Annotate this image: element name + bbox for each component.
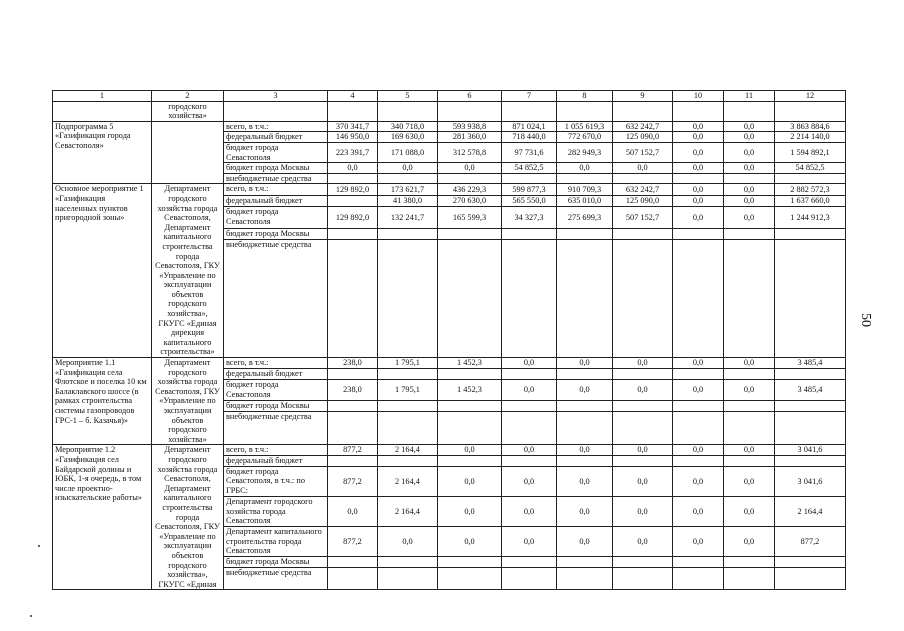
value-cell [378,369,438,380]
value-cell: 0,0 [557,163,613,174]
executor-cell: Департамент городского хозяйства города Севастополя, Департамент капитального строительства города Севастополя, ГКУ «Управление по эксплуатации объектов городского хозяйства», ГКУГС «Единая [152,445,224,590]
measure-title: Мероприятие 1.1 «Газификация села Флотское и поселка 10 км Балаклавского шоссе (в рамках строительства системы газопроводов ГРС-1 – б. Казачья)» [53,358,152,445]
value-cell: 507 152,7 [613,207,673,229]
funding-source: федеральный бюджет [224,456,328,467]
header-cell: 10 [673,91,724,102]
value-cell: 3 041,6 [775,466,846,496]
value-cell: 0,0 [724,496,775,526]
value-cell: 1 452,3 [438,380,502,401]
value-cell: 238,0 [328,380,378,401]
value-cell: 340 718,0 [378,121,438,132]
funding-source: всего, в т.ч.: [224,121,328,132]
executor-cell: Департамент городского хозяйства города Севастополя, Департамент капитального строительства города Севастополя, ГКУ «Управление по эксплуатации объектов городского хозяйства», ГКУГС «Единая дирекция капитального строительства» [152,184,224,358]
funding-source: бюджет города Москвы [224,163,328,174]
value-cell: 125 090,0 [613,195,673,206]
value-cell [673,456,724,467]
value-cell: 1 055 619,3 [557,121,613,132]
table-row [53,184,846,195]
funding-source: внебюджетные средства [224,567,328,589]
value-cell [328,401,378,412]
value-cell: 0,0 [613,496,673,526]
value-cell: 0,0 [328,496,378,526]
empty-cell [724,101,775,121]
value-cell [613,401,673,412]
value-cell: 593 938,8 [438,121,502,132]
value-cell: 0,0 [673,527,724,557]
funding-source: бюджет города Москвы [224,401,328,412]
value-cell [438,557,502,568]
funding-source: бюджет города Севастополя, в т.ч.: по ГРБС: [224,466,328,496]
value-cell: 599 877,3 [502,184,557,195]
value-cell: 125 090,0 [613,132,673,143]
value-cell: 1 452,3 [438,358,502,369]
value-cell [378,240,438,358]
value-cell [328,195,378,206]
header-cell: 2 [152,91,224,102]
value-cell [328,557,378,568]
value-cell: 165 599,3 [438,207,502,229]
value-cell [378,401,438,412]
value-cell: 0,0 [557,380,613,401]
header-cell: 4 [328,91,378,102]
value-cell [775,401,846,412]
value-cell: 54 852,5 [502,163,557,174]
value-cell [502,412,557,445]
value-cell [673,412,724,445]
value-cell: 169 630,0 [378,132,438,143]
value-cell: 635 010,0 [557,195,613,206]
funding-source: всего, в т.ч.: [224,184,328,195]
value-cell [557,173,613,184]
value-cell: 0,0 [502,466,557,496]
funding-source: бюджет города Севастополя [224,380,328,401]
value-cell: 2 164,4 [378,496,438,526]
value-cell [775,567,846,589]
value-cell: 0,0 [673,496,724,526]
empty-cell [53,101,152,121]
value-cell: 0,0 [502,527,557,557]
value-cell [775,557,846,568]
funding-source: внебюджетные средства [224,173,328,184]
header-row [53,91,846,102]
value-cell [673,557,724,568]
value-cell: 0,0 [724,466,775,496]
empty-cell [557,101,613,121]
value-cell: 132 241,7 [378,207,438,229]
value-cell: 0,0 [502,358,557,369]
value-cell [613,557,673,568]
value-cell: 0,0 [724,121,775,132]
value-cell: 0,0 [724,445,775,456]
value-cell: 0,0 [673,195,724,206]
measure-title: Мероприятие 1.2 «Газификация сел Байдарской долины и ЮБК, 1-я очередь, в том числе проектно-изыскательские работы» [53,445,152,590]
value-cell: 0,0 [438,496,502,526]
value-cell [557,369,613,380]
value-cell [502,557,557,568]
value-cell: 1 795,1 [378,380,438,401]
value-cell: 3 485,4 [775,358,846,369]
funding-source: бюджет города Москвы [224,228,328,239]
value-cell: 0,0 [557,527,613,557]
value-cell: 0,0 [557,358,613,369]
value-cell: 2 164,4 [378,466,438,496]
value-cell [724,567,775,589]
funding-source: Департамент городского хозяйства города Севастополя [224,496,328,526]
value-cell: 0,0 [557,445,613,456]
table-row [53,445,846,456]
empty-cell [775,101,846,121]
budget-table [52,90,846,590]
value-cell: 0,0 [502,496,557,526]
value-cell [378,557,438,568]
value-cell [613,456,673,467]
value-cell [502,228,557,239]
empty-cell [438,101,502,121]
value-cell: 632 242,7 [613,121,673,132]
value-cell: 0,0 [557,466,613,496]
value-cell: 2 164,4 [378,445,438,456]
value-cell [613,173,673,184]
value-cell: 0,0 [673,132,724,143]
value-cell [378,456,438,467]
value-cell: 0,0 [724,132,775,143]
value-cell: 0,0 [673,380,724,401]
value-cell: 0,0 [613,527,673,557]
value-cell: 0,0 [673,358,724,369]
value-cell: 1 637 660,0 [775,195,846,206]
header-cell: 9 [613,91,673,102]
value-cell: 0,0 [673,466,724,496]
value-cell: 129 892,0 [328,184,378,195]
value-cell: 0,0 [613,380,673,401]
value-cell [724,557,775,568]
value-cell [328,228,378,239]
value-cell: 0,0 [378,163,438,174]
value-cell: 97 731,6 [502,142,557,162]
header-cell: 1 [53,91,152,102]
header-cell: 7 [502,91,557,102]
measure-title: Основное мероприятие 1 «Газификация населенных пунктов пригородной зоны» [53,184,152,358]
scan-dot [30,615,32,617]
table-row [53,358,846,369]
value-cell [673,401,724,412]
scan-dot [38,545,40,547]
empty-cell [224,101,328,121]
value-cell: 877,2 [328,527,378,557]
value-cell: 718 440,0 [502,132,557,143]
value-cell: 0,0 [438,445,502,456]
funding-source: внебюджетные средства [224,412,328,445]
value-cell: 173 621,7 [378,184,438,195]
empty-cell [613,101,673,121]
value-cell [438,240,502,358]
value-cell [328,456,378,467]
value-cell [438,369,502,380]
value-cell: 3 863 884,6 [775,121,846,132]
value-cell: 0,0 [328,163,378,174]
value-cell: 41 380,0 [378,195,438,206]
value-cell: 565 550,0 [502,195,557,206]
value-cell [613,369,673,380]
value-cell [673,228,724,239]
value-cell [673,567,724,589]
value-cell [328,240,378,358]
value-cell: 0,0 [673,207,724,229]
value-cell: 275 699,3 [557,207,613,229]
value-cell [613,228,673,239]
value-cell [724,401,775,412]
funding-source: бюджет города Севастополя [224,142,328,162]
value-cell: 2 164,4 [775,496,846,526]
value-cell [613,240,673,358]
value-cell: 171 088,0 [378,142,438,162]
value-cell: 0,0 [673,163,724,174]
value-cell: 0,0 [724,207,775,229]
value-cell [724,173,775,184]
funding-source: бюджет города Севастополя [224,207,328,229]
value-cell [502,369,557,380]
value-cell [673,173,724,184]
value-cell [724,228,775,239]
value-cell: 871 024,1 [502,121,557,132]
value-cell [378,567,438,589]
value-cell: 0,0 [613,358,673,369]
value-cell: 0,0 [613,163,673,174]
value-cell: 2 214 140,0 [775,132,846,143]
value-cell [557,240,613,358]
value-cell [724,240,775,358]
value-cell: 0,0 [673,445,724,456]
value-cell [557,557,613,568]
value-cell [438,456,502,467]
value-cell: 282 949,3 [557,142,613,162]
measure-title: Подпрограмма 5 «Газификация города Севастополя» [53,121,152,184]
value-cell [613,412,673,445]
funding-source: Департамент капитального строительства города Севастополя [224,527,328,557]
executor-cell: городского хозяйства» [152,101,224,121]
value-cell [328,567,378,589]
value-cell [502,173,557,184]
value-cell: 0,0 [724,163,775,174]
value-cell: 0,0 [613,445,673,456]
value-cell [557,456,613,467]
continuation-row [53,101,846,121]
value-cell [775,173,846,184]
value-cell: 370 341,7 [328,121,378,132]
value-cell [378,173,438,184]
value-cell [438,567,502,589]
value-cell: 0,0 [557,496,613,526]
empty-cell [502,101,557,121]
empty-cell [673,101,724,121]
value-cell: 34 327,3 [502,207,557,229]
value-cell [557,412,613,445]
header-cell: 6 [438,91,502,102]
value-cell: 1 594 892,1 [775,142,846,162]
value-cell [613,567,673,589]
header-cell: 11 [724,91,775,102]
value-cell [673,369,724,380]
value-cell: 632 242,7 [613,184,673,195]
value-cell: 0,0 [502,380,557,401]
value-cell [438,401,502,412]
value-cell [557,401,613,412]
value-cell: 1 795,1 [378,358,438,369]
value-cell: 877,2 [328,445,378,456]
value-cell: 436 229,3 [438,184,502,195]
value-cell: 772 670,0 [557,132,613,143]
value-cell: 507 152,7 [613,142,673,162]
value-cell: 270 630,0 [438,195,502,206]
funding-source: всего, в т.ч.: [224,358,328,369]
value-cell [378,412,438,445]
value-cell [328,412,378,445]
value-cell: 0,0 [724,527,775,557]
value-cell: 54 852,5 [775,163,846,174]
value-cell: 0,0 [613,466,673,496]
value-cell: 0,0 [438,527,502,557]
value-cell [502,240,557,358]
value-cell: 3 485,4 [775,380,846,401]
header-cell: 8 [557,91,613,102]
value-cell [502,456,557,467]
value-cell [775,240,846,358]
value-cell: 910 709,3 [557,184,613,195]
value-cell [673,240,724,358]
value-cell: 238,0 [328,358,378,369]
funding-source: бюджет города Москвы [224,557,328,568]
value-cell: 1 244 912,3 [775,207,846,229]
value-cell: 0,0 [673,121,724,132]
value-cell [775,369,846,380]
value-cell [775,228,846,239]
value-cell [438,412,502,445]
executor-cell: Департамент городского хозяйства города Севастополя, ГКУ «Управление по эксплуатации объектов городского хозяйства» [152,358,224,445]
header-cell: 3 [224,91,328,102]
page-number: 50 [858,313,873,327]
value-cell [775,412,846,445]
value-cell: 0,0 [378,527,438,557]
value-cell: 877,2 [775,527,846,557]
funding-source: федеральный бюджет [224,132,328,143]
value-cell: 223 391,7 [328,142,378,162]
header-cell: 12 [775,91,846,102]
value-cell [557,228,613,239]
table-row [53,121,846,132]
value-cell: 129 892,0 [328,207,378,229]
executor-cell [152,121,224,184]
funding-source: всего, в т.ч.: [224,445,328,456]
funding-source: федеральный бюджет [224,369,328,380]
value-cell: 0,0 [724,184,775,195]
value-cell [378,228,438,239]
value-cell [724,369,775,380]
value-cell: 2 882 572,3 [775,184,846,195]
empty-cell [378,101,438,121]
funding-source: внебюджетные средства [224,240,328,358]
empty-cell [328,101,378,121]
value-cell: 0,0 [724,195,775,206]
value-cell [724,456,775,467]
value-cell: 0,0 [724,142,775,162]
value-cell [724,412,775,445]
value-cell: 0,0 [724,380,775,401]
value-cell [775,456,846,467]
value-cell: 0,0 [673,142,724,162]
value-cell: 312 578,8 [438,142,502,162]
value-cell [438,228,502,239]
value-cell: 3 041,6 [775,445,846,456]
value-cell [438,173,502,184]
value-cell [557,567,613,589]
value-cell [502,567,557,589]
value-cell: 877,2 [328,466,378,496]
value-cell [328,173,378,184]
value-cell: 0,0 [724,358,775,369]
funding-source: федеральный бюджет [224,195,328,206]
value-cell: 0,0 [438,466,502,496]
value-cell [502,401,557,412]
value-cell: 0,0 [673,184,724,195]
value-cell: 0,0 [502,445,557,456]
value-cell: 281 360,0 [438,132,502,143]
value-cell: 146 950,0 [328,132,378,143]
value-cell: 0,0 [438,163,502,174]
header-cell: 5 [378,91,438,102]
value-cell [328,369,378,380]
